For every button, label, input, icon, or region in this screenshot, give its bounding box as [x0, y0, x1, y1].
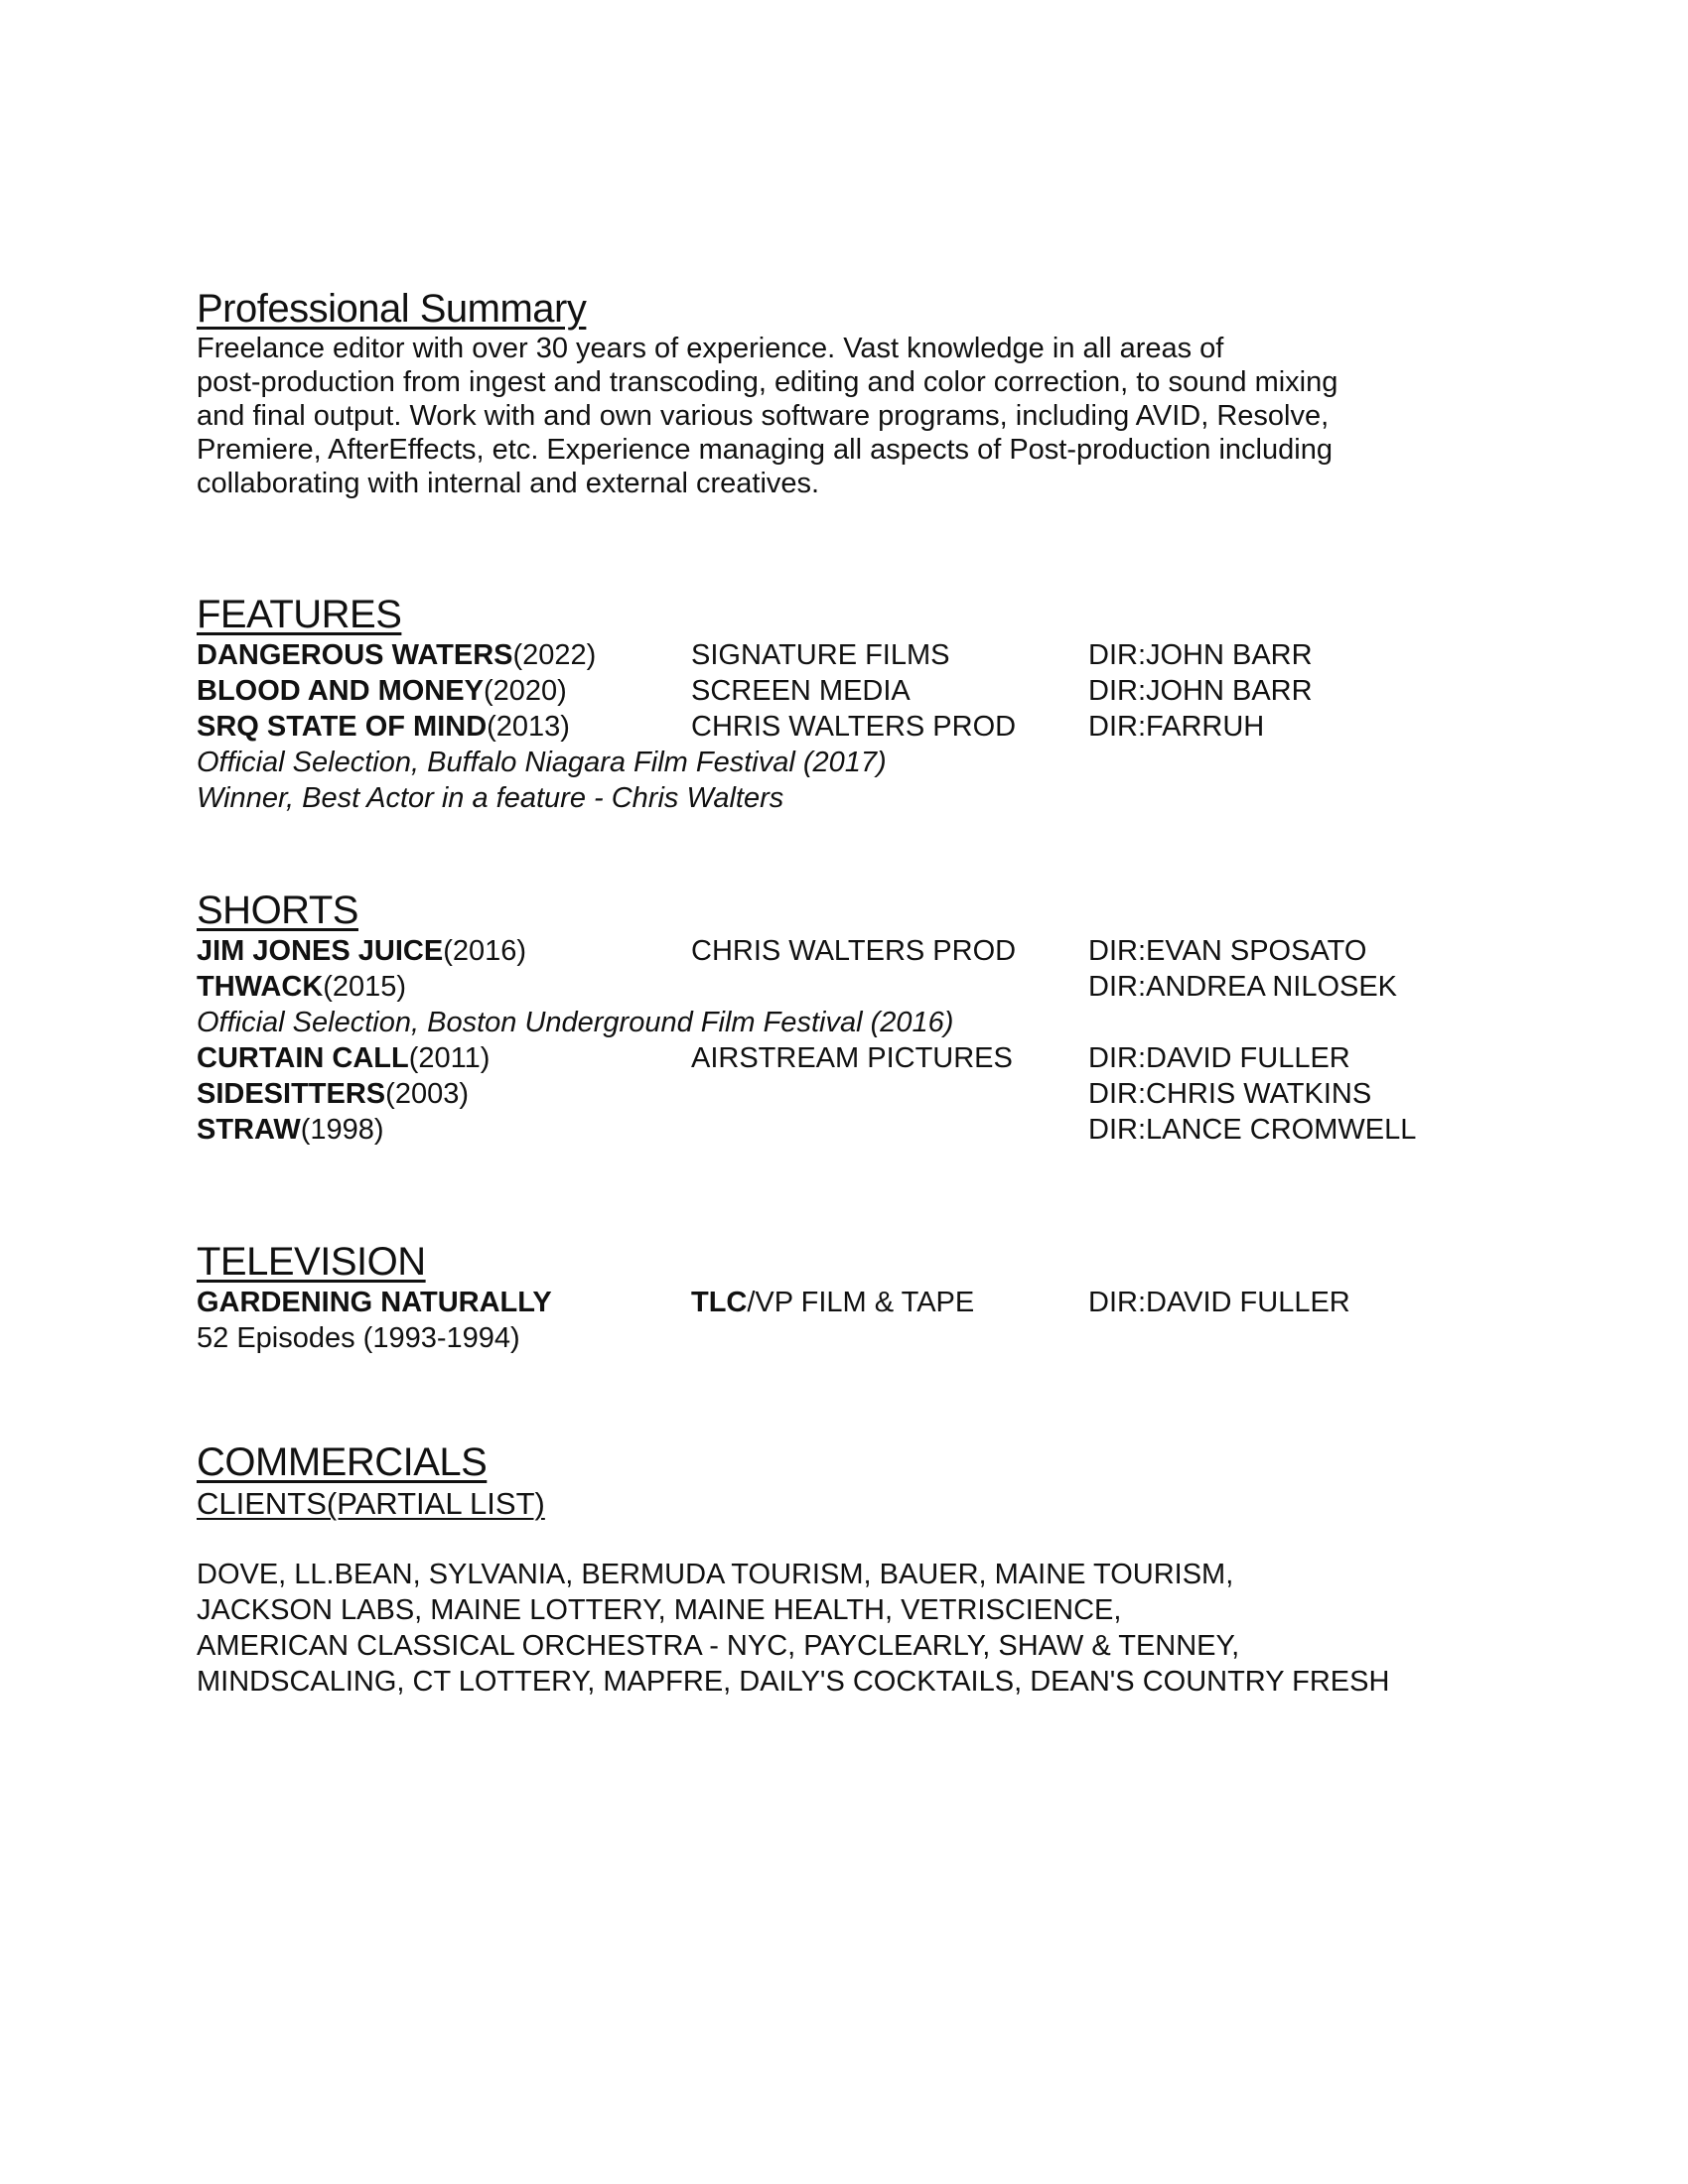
credit-row	[197, 709, 1507, 745]
credit-director: DIR:DAVID FULLER	[1088, 1042, 1350, 1074]
summary-line: Premiere, AfterEffects, etc. Experience managing all aspects of Post-production including	[197, 434, 1333, 466]
credit-company-network: TLC	[691, 1287, 748, 1318]
summary-line: Freelance editor with over 30 years of experience. Vast knowledge in all areas of	[197, 333, 1224, 364]
credit-year: (2011)	[408, 1042, 491, 1074]
professional-summary-section	[197, 286, 1507, 500]
credit-title: GARDENING NATURALLY	[197, 1287, 552, 1318]
credit-company: SIGNATURE FILMS	[691, 639, 950, 671]
credit-row	[197, 1285, 1507, 1320]
credit-title: DANGEROUS WATERS	[197, 639, 513, 671]
features-section	[197, 592, 1507, 816]
clients-line: AMERICAN CLASSICAL ORCHESTRA - NYC, PAYCLEARLY, SHAW & TENNEY,	[197, 1630, 1240, 1662]
credit-title: JIM JONES JUICE	[197, 935, 444, 967]
section-title-features: FEATURES	[197, 593, 402, 636]
credit-director: DIR:ANDREA NILOSEK	[1088, 971, 1398, 1003]
section-title-shorts: SHORTS	[197, 888, 358, 932]
summary-line: post-production from ingest and transcoding, editing and color correction, to sound mixing	[197, 366, 1338, 398]
clients-subtitle: CLIENTS(PARTIAL LIST)	[197, 1486, 545, 1521]
credit-company: /VP FILM & TAPE	[747, 1287, 975, 1318]
clients-line: JACKSON LABS, MAINE LOTTERY, MAINE HEALTH, VETRISCIENCE,	[197, 1594, 1122, 1626]
credit-director: DIR:LANCE CROMWELL	[1088, 1114, 1417, 1146]
commercials-section	[197, 1439, 1507, 1700]
credit-title: THWACK	[197, 971, 324, 1003]
credit-director: DIR:EVAN SPOSATO	[1088, 935, 1367, 967]
credit-row	[197, 1076, 1507, 1112]
credit-company: AIRSTREAM PICTURES	[691, 1042, 1013, 1074]
credit-director: DIR:JOHN BARR	[1088, 675, 1313, 707]
television-section	[197, 1239, 1507, 1356]
shorts-section	[197, 887, 1507, 1148]
credit-row	[197, 933, 1507, 969]
credit-year: (2020)	[483, 675, 567, 707]
section-title-professional-summary: Professional Summary	[197, 287, 587, 331]
credit-director: DIR:CHRIS WATKINS	[1088, 1078, 1372, 1110]
credit-company: SCREEN MEDIA	[691, 675, 911, 707]
resume-page	[197, 286, 1507, 1700]
credit-row	[197, 969, 1507, 1005]
credit-title: BLOOD AND MONEY	[197, 675, 484, 707]
episode-count: 52 Episodes (1993-1994)	[197, 1322, 520, 1354]
credit-title: SIDESITTERS	[197, 1078, 386, 1110]
credit-year: (2016)	[443, 935, 527, 967]
credit-year: (2003)	[385, 1078, 469, 1110]
credit-title: CURTAIN CALL	[197, 1042, 409, 1074]
credit-note: Winner, Best Actor in a feature - Chris Walters	[197, 782, 784, 814]
section-title-commercials: COMMERCIALS	[197, 1440, 488, 1484]
credit-director: DIR:FARRUH	[1088, 711, 1265, 743]
credit-director: DIR:JOHN BARR	[1088, 639, 1313, 671]
clients-line: DOVE, LL.BEAN, SYLVANIA, BERMUDA TOURISM, BAUER, MAINE TOURISM,	[197, 1559, 1234, 1590]
credit-year: (2015)	[323, 971, 407, 1003]
clients-list	[197, 1557, 1507, 1700]
credit-row	[197, 637, 1507, 673]
summary-text	[197, 332, 1487, 500]
summary-line: collaborating with internal and external creatives.	[197, 468, 820, 499]
credit-row	[197, 1112, 1507, 1148]
credit-row	[197, 1040, 1507, 1076]
credit-note: Official Selection, Buffalo Niagara Film Festival (2017)	[197, 747, 887, 778]
credit-year: (2022)	[512, 639, 597, 671]
credit-director: DIR:DAVID FULLER	[1088, 1287, 1350, 1318]
credit-title: SRQ STATE OF MIND	[197, 711, 488, 743]
section-title-television: TELEVISION	[197, 1240, 426, 1284]
credit-row	[197, 673, 1507, 709]
summary-line: and final output. Work with and own various software programs, including AVID, Resolve,	[197, 400, 1330, 432]
credit-note: Official Selection, Boston Underground Film Festival (2016)	[197, 1007, 954, 1038]
credit-title: STRAW	[197, 1114, 301, 1146]
credit-year: (2013)	[487, 711, 570, 743]
clients-line: MINDSCALING, CT LOTTERY, MAPFRE, DAILY'S COCKTAILS, DEAN'S COUNTRY FRESH	[197, 1666, 1390, 1698]
credit-year: (1998)	[300, 1114, 384, 1146]
credit-company: CHRIS WALTERS PROD	[691, 935, 1017, 967]
credit-company: CHRIS WALTERS PROD	[691, 711, 1017, 743]
